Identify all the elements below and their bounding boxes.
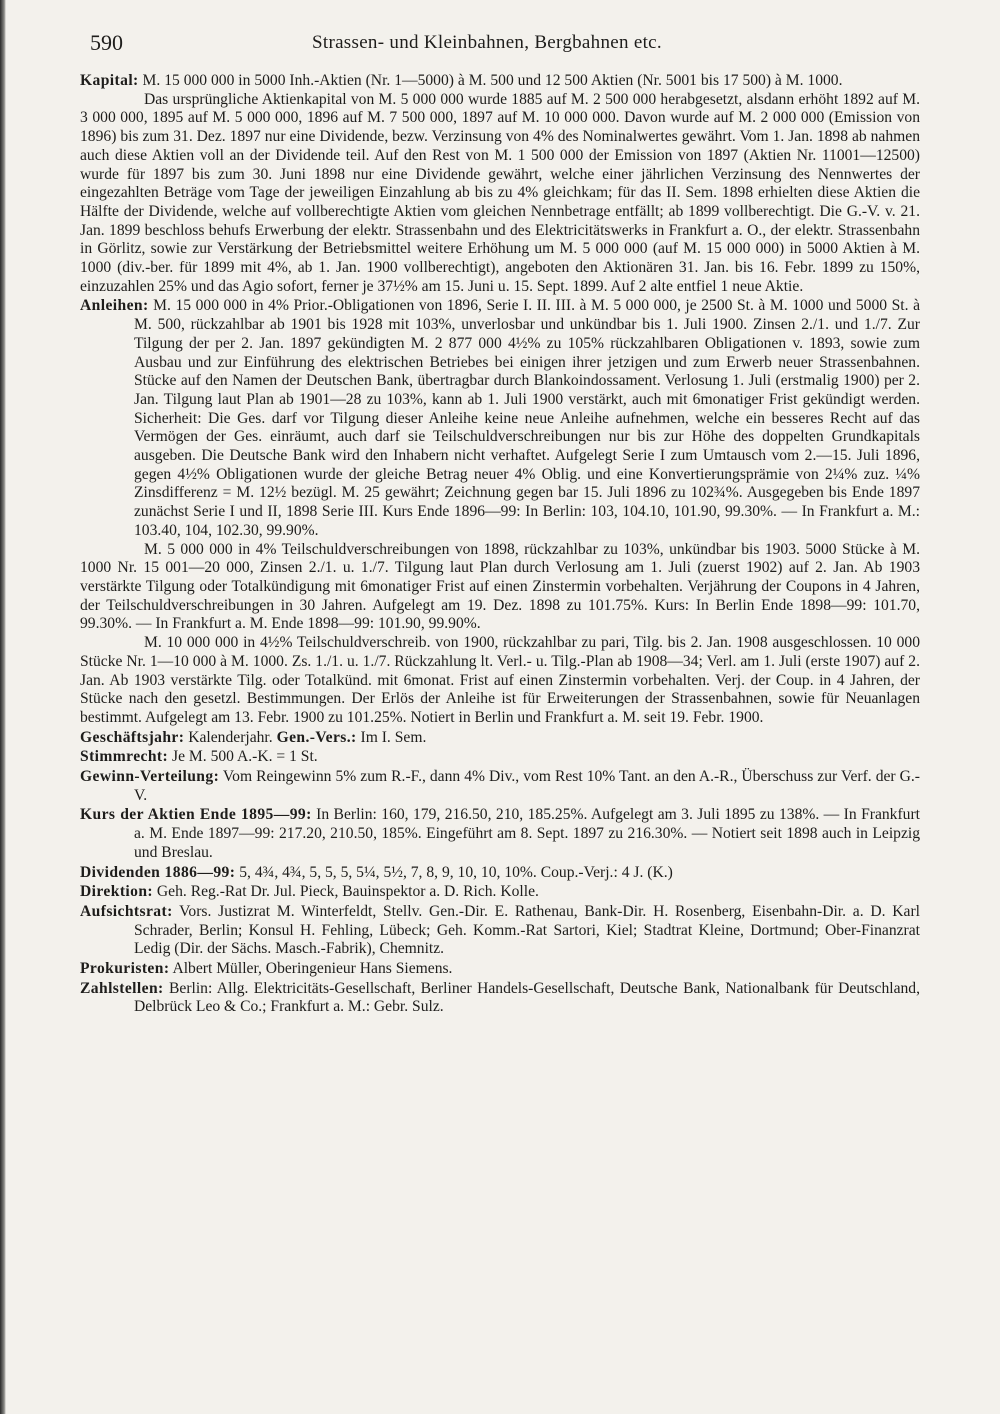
section-zahlstellen (80, 980, 920, 1017)
stimmrecht-label: Stimmrecht: (80, 748, 169, 766)
section-prokuristen (80, 960, 920, 979)
section-kurs (80, 806, 920, 862)
dividenden-label: Dividenden 1886—99: (80, 863, 236, 881)
stimmrecht-text: Je M. 500 A.-K. = 1 St. (168, 748, 318, 766)
kapital-label: Kapital: (80, 72, 139, 89)
page-body (80, 72, 920, 1017)
gewinn-text: Vom Reingewinn 5% zum R.-F., dann 4% Div., vom Rest 10% Tant. an den A.-R., Überschuss zur Verf. der G.-V. (134, 768, 920, 804)
zahlstellen-text: Berlin: Allg. Elektricitäts-Gesellschaft, Berliner Handels-Gesellschaft, Deutsche Bank, Nationalbank für Deutschland, Delbrück Leo & Co.; Frankfurt a. M.: Gebr. Sulz. (134, 979, 920, 1016)
page-header (90, 30, 910, 58)
section-stimmrecht (80, 748, 920, 767)
geschaeftsjahr-text: Kalenderjahr. (184, 728, 273, 746)
dividenden-text: 5, 4¾, 4¾, 5, 5, 5, 5¼, 5½, 7, 8, 9, 10, 10, 10%. Coup.-Verj.: 4 J. (K.) (235, 863, 673, 881)
aufsichtsrat-label: Aufsichtsrat: (80, 902, 173, 920)
gewinn-label: Gewinn-Verteilung: (80, 768, 220, 786)
page-number: 590 (90, 30, 123, 55)
prokuristen-label: Prokuristen: (80, 960, 170, 978)
section-geschaeftsjahr (80, 729, 920, 748)
anleihen-paragraph-2: M. 5 000 000 in 4% Teilschuldverschreibungen von 1898, rückzahlbar zu 103%, unkündbar bis 1903. 5000 Stücke à M. 1000 Nr. 15 001—20 000, Zinsen 2./1. u. 1./7. Tilgung laut Plan durch Verlosung am 1. Juli (zuerst 1902) auf 2. Jan. Ab 1903 verstärkte Tilgung oder Totalkündigung mit 6monatiger Frist auf einen Zinstermin vorbehalten. Verjährung der Coupons in 4 Jahren, der Teilschuldverschreibungen in 30 Jahren. Aufgelegt am 19. Dez. 1898 zu 101.75%. Kurs: In Berlin Ende 1898—99: 101.70, 99.30%. — In Frankfurt a. M. Ende 1898—99: 101.90, 99.90%. (80, 540, 920, 633)
kapital-paragraph (80, 72, 920, 91)
running-title: Strassen- und Kleinbahnen, Bergbahnen etc. (312, 32, 662, 53)
section-aufsichtsrat (80, 903, 920, 959)
section-anleihen (80, 297, 920, 727)
aufsichtsrat-text: Vors. Justizrat M. Winterfeldt, Stellv. Gen.-Dir. E. Rathenau, Bank-Dir. H. Rosenberg, Eisenbahn-Dir. a. D. Karl Schrader, Berlin; Konsul H. Fehling, Lübeck; Geh. Komm.-Rat Sartori, Kiel; Stadtrat Kleine, Dortmund; Ober-Finanzrat Ledig (Dir. der Sächs. Masch.-Fabrik), Chemnitz. (134, 902, 920, 958)
anleihen-paragraph-3: M. 10 000 000 in 4½% Teilschuldverschreib. von 1900, rückzahlbar zu pari, Tilg. bis 2. Jan. 1908 ausgeschlossen. 10 000 Stücke Nr. 1—10 000 à M. 1000. Zs. 1./1. u. 1./7. Rückzahlung lt. Verl.- u. Tilg.-Plan ab 1908—34; Verl. am 1. Juli (erste 1907) auf 2. Jan. Ab 1903 verstärkte Tilg. oder Totalkünd. mit 6monat. Frist auf einen Zinstermin vorbehalten. Verj. der Coup. in 4 Jahren, der Stücke nach den gesetzl. Bestimmungen. Der Erlös der Anleihe ist für Erweiterungen der Strassenbahnen, sowie für Neuanlagen bestimmt. Aufgelegt am 13. Febr. 1900 zu 101.25%. Notiert in Berlin und Frankfurt a. M. seit 19. Febr. 1900. (80, 634, 920, 726)
direktion-label: Direktion: (80, 883, 154, 901)
section-dividenden (80, 864, 920, 883)
geschaeftsjahr-label: Geschäftsjahr: (80, 728, 185, 746)
page-binding-edge (0, 0, 6, 1414)
kapital-history: Das ursprüngliche Aktienkapital von M. 5 000 000 wurde 1885 auf M. 2 500 000 herabgesetzt, alsdann erhöht 1892 auf M. 3 000 000, 1895 auf M. 5 000 000, 1896 auf M. 7 500 000, 1897 auf M. 10 000 000. Davon wurde auf M. 2 000 000 (Emission von 1896) bis zum 31. Dez. 1897 nur eine Dividende, bezw. Verzinsung von 4% des Nominalwertes gewährt. Vom 1. Jan. 1898 ab nahmen auch diese Aktien voll an der Dividende teil. Auf den Rest von M. 1 500 000 der Emission von 1897 (Aktien Nr. 11001—12500) wurde für 1897 bis zum 30. Juni 1898 nur eine Dividende gewährt, welche einer jährlichen Verzinsung des Nennwertes der eingezahlten Beträge vom Tage der jeweiligen Einzahlung ab bis zu 4% gleichkam; für das II. Sem. 1898 erhielten diese Aktien die Hälfte der Dividende, welche auf vollberechtigte Aktien vom gleichen Nennbetrage entfällt; ab 1899 vollberechtigt. Die G.-V. v. 21. Jan. 1899 beschloss behufs Erwerbung der elektr. Strassenbahn und des Elektricitätswerks in Frankfurt a. O., der elektr. Strassenbahn in Görlitz, sowie zur Verstärkung der Betriebsmittel weitere Erhöhung um M. 5 000 000 (auf M. 15 000 000) in 5000 Aktien à M. 1000 (div.-ber. für 1899 mit 4%, ab 1. Jan. 1900 vollberechtigt), angeboten den Aktionären 31. Jan. bis 16. Febr. 1899 zu 150%, einzuzahlen 25% und das Agio sofort, ferner je 37½% am 15. Juni u. 15. Sept. 1899. Auf 2 alte entfiel 1 neue Aktie. (80, 90, 920, 295)
anleihen-text-1: M. 15 000 000 in 4% Prior.-Obligationen von 1896, Serie I. II. III. à M. 5 000 000, je 2500 St. à M. 1000 und 5000 St. à M. 500, rückzahlbar ab 1901 bis 1928 mit 103%, unverlosbar und unkündbar bis 1. Juli 1900. Zinsen 2./1. und 1./7. Zur Tilgung der per 2. Jan. 1897 gekündigten M. 2 877 000 4½% zu 105% rückzahlbaren Obligationen v. 1893, sowie zum Ausbau und zur Einführung des elektrischen Betriebes bei einigen ihrer jetzigen und zum Erwerb neuer Strassenbahnen. Stücke auf den Namen der Deutschen Bank, übertragbar durch Blankoindossament. Verlosung 1. Juli (erstmalig 1900) per 2. Jan. Tilgung laut Plan ab 1901—28 zu 103%, kann ab 1. Juli 1900 verstärkt, auch mit 6monatiger Frist gekündigt werden. Sicherheit: Die Ges. darf vor Tilgung dieser Anleihe keine neue Anleihe aufnehmen, welche ein besseres Recht auf das Vermögen der Ges. einräumt, auch darf sie Teilschuldverschreibungen nur bis zur Höhe des doppelten Grundkapitals ausgeben. Die Deutsche Bank wird den Inhabern nicht verhaftet. Aufgelegt Serie I zum Umtausch vom 2.—15. Juli 1896, gegen 4½% Obligationen wurde der gleiche Betrag neuer 4% Oblig. und eine Konvertierungsprämie von 2¼% zuz. ¼% Zinsdifferenz = M. 12½ bezügl. M. 25 gewährt; Zeichnung gegen bar 15. Juli 1896 zu 102¾%. Ausgegeben bis Ende 1897 zunächst Serie I und II, 1898 Serie III. Kurs Ende 1896—99: In Berlin: 103, 104.10, 101.90, 99.30%. — In Frankfurt a. M.: 103.40, 104, 102.30, 99.90%. (134, 297, 920, 539)
kapital-text: M. 15 000 000 in 5000 Inh.-Aktien (Nr. 1—5000) à M. 500 und 12 500 Aktien (Nr. 5001 bis 17 500) à M. 1000. (138, 72, 843, 89)
gen-vers-label: Gen.-Vers.: (276, 728, 357, 746)
section-direktion (80, 883, 920, 902)
section-kapital (80, 72, 920, 296)
gen-vers-text: Im I. Sem. (356, 728, 427, 746)
direktion-text: Geh. Reg.-Rat Dr. Jul. Pieck, Bauinspektor a. D. Rich. Kolle. (153, 883, 539, 901)
kurs-text: In Berlin: 160, 179, 216.50, 210, 185.25%. Aufgelegt am 3. Juli 1895 zu 138%. — In Frankfurt a. M. Ende 1897—99: 217.20, 210.50, 185%. Eingeführt am 8. Sept. 1897 zu 216.30%. — Notiert seit 1898 auch in Leipzig und Breslau. (134, 806, 920, 861)
section-gewinn-verteilung (80, 768, 920, 805)
prokuristen-text: Albert Müller, Oberingenieur Hans Siemens. (169, 960, 453, 978)
zahlstellen-label: Zahlstellen: (80, 979, 164, 997)
kurs-label: Kurs der Aktien Ende 1895—99: (80, 806, 312, 824)
anleihen-label: Anleihen: (80, 297, 149, 315)
anleihen-paragraph-1 (80, 297, 920, 540)
